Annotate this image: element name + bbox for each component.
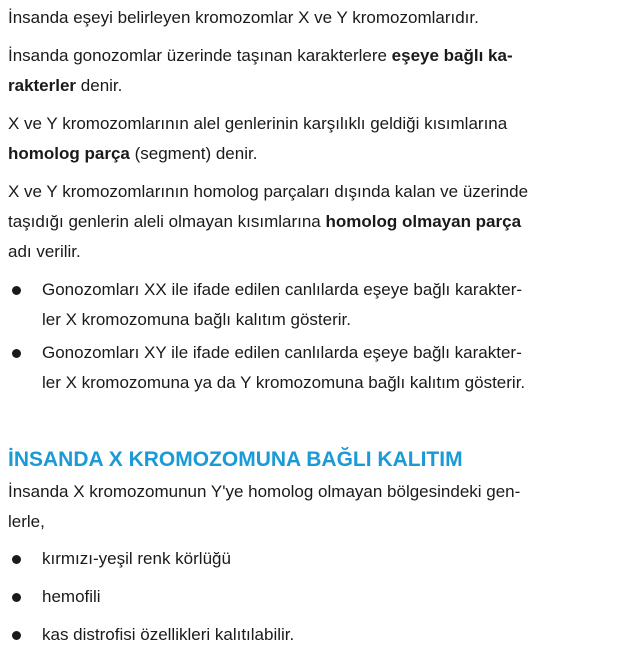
list-item-xy-line2: ler X kromozomuna ya da Y kromozomuna bağlı kalıtım gösterir.	[42, 373, 526, 392]
bold-term-sex-linked-cont: rakterler	[8, 76, 77, 95]
list-item-xx-line2: ler X kromozomuna bağlı kalıtım gösterir.	[42, 310, 351, 329]
bullet-dot	[12, 631, 21, 640]
text-segment: taşıdığı genlerin aleli olmayan kısımlarına	[8, 212, 326, 231]
list-item-muscular-dystrophy: kas distrofisi özellikleri kalıtılabilir.	[42, 625, 295, 644]
text-segment: (segment) denir.	[129, 144, 258, 163]
paragraph-nonhomolog-line3: adı verilir.	[8, 242, 81, 261]
text-segment: denir.	[76, 76, 123, 95]
bold-term-nonhomolog-part: homolog olmayan parça	[325, 212, 522, 231]
paragraph-sex-linked-line2	[8, 76, 122, 96]
text-segment: İnsanda gonozomlar üzerinde taşınan karakterlere	[8, 46, 392, 65]
paragraph-homolog-line2	[8, 144, 257, 164]
bold-term-sex-linked: eşeye bağlı ka-	[391, 46, 513, 65]
paragraph-nonhomolog-line1: X ve Y kromozomlarının homolog parçaları dışında kalan ve üzerinde	[8, 182, 529, 201]
list-item-hemophilia: hemofili	[42, 587, 101, 606]
paragraph-sex-chromosomes: İnsanda eşeyi belirleyen kromozomlar X ve Y kromozomlarıdır.	[8, 8, 479, 27]
bullet-dot	[12, 349, 21, 358]
list-item-xx-line1: Gonozomları XX ile ifade edilen canlılarda eşeye bağlı karakter-	[42, 280, 523, 299]
paragraph-homolog-line1: X ve Y kromozomlarının alel genlerinin karşılıklı geldiği kısımlarına	[8, 114, 508, 133]
paragraph-x-linked-line2: lerle,	[8, 512, 45, 531]
section-heading: İNSANDA X KROMOZOMUNA BAĞLI KALITIM	[8, 448, 463, 471]
paragraph-x-linked-line1: İnsanda X kromozomunun Y'ye homolog olmayan bölgesindeki gen-	[8, 482, 521, 501]
paragraph-nonhomolog-line2	[8, 212, 521, 232]
bullet-dot	[12, 286, 21, 295]
list-item-xy-line1: Gonozomları XY ile ifade edilen canlılarda eşeye bağlı karakter-	[42, 343, 522, 362]
bullet-dot	[12, 555, 21, 564]
paragraph-sex-linked-line1	[8, 46, 513, 66]
list-item-colorblindness: kırmızı-yeşil renk körlüğü	[42, 549, 231, 568]
bullet-dot	[12, 593, 21, 602]
bold-term-homolog-part: homolog parça	[8, 144, 130, 163]
